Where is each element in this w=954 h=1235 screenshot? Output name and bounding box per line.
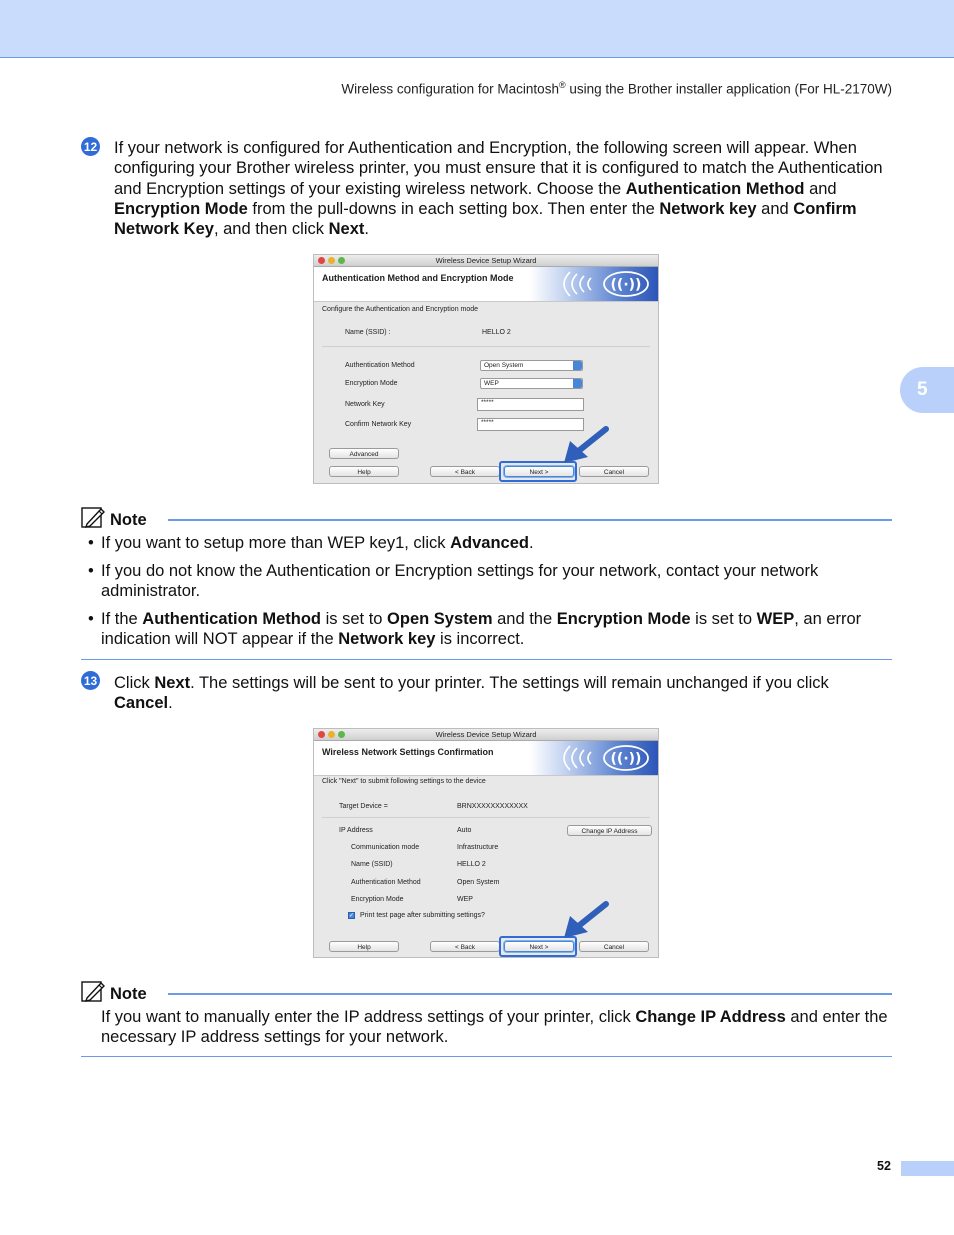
encryption-mode-value: WEP bbox=[457, 896, 473, 903]
note-1-rule bbox=[168, 519, 892, 521]
note-1-header bbox=[81, 506, 892, 530]
instruction-text: Configure the Authentication and Encryption mode bbox=[322, 306, 479, 313]
settings-confirmation-dialog bbox=[313, 728, 659, 958]
wireless-logo-icon bbox=[530, 741, 658, 775]
note-2-bottom-rule bbox=[81, 1056, 892, 1057]
back-button[interactable]: < Back bbox=[430, 466, 500, 477]
advanced-button[interactable]: Advanced bbox=[329, 448, 399, 459]
instruction-text: Click "Next" to submit following settings to the device bbox=[322, 778, 486, 785]
auth-method-label: Authentication Method bbox=[351, 879, 421, 886]
comm-mode-label: Communication mode bbox=[351, 844, 420, 851]
change-ip-address-button[interactable]: Change IP Address bbox=[567, 825, 652, 836]
ip-address-value: Auto bbox=[457, 827, 472, 834]
note-2-rule bbox=[168, 993, 892, 995]
note-1-bullet-1: • If you want to setup more than WEP key1, click Advanced. bbox=[88, 534, 534, 552]
print-test-checkbox[interactable]: ✓ bbox=[349, 913, 355, 919]
help-button[interactable]: Help bbox=[329, 466, 399, 477]
next-button[interactable]: Next > bbox=[504, 466, 574, 477]
target-device-value: BRNXXXXXXXXXXXX bbox=[457, 803, 528, 810]
chapter-tab: 5 bbox=[900, 367, 954, 413]
chevron-down-icon bbox=[573, 361, 582, 370]
running-header: Wireless configuration for Macintosh® using the Brother installer application (For HL-2170W) bbox=[341, 80, 892, 97]
wireless-logo-icon bbox=[530, 267, 658, 301]
note-pencil-icon bbox=[81, 506, 105, 528]
dialog-title: Wireless Device Setup Wizard bbox=[435, 256, 537, 265]
step-13-marker: 13 bbox=[81, 671, 100, 690]
auth-method-select[interactable]: Open System bbox=[480, 360, 583, 371]
confirm-key-input[interactable]: ***** bbox=[477, 418, 584, 431]
dialog-titlebar bbox=[314, 729, 658, 741]
ip-address-label: IP Address bbox=[339, 827, 373, 834]
chevron-down-icon bbox=[573, 379, 582, 388]
back-button[interactable]: < Back bbox=[430, 941, 500, 952]
network-key-input[interactable]: ***** bbox=[477, 398, 584, 411]
confirm-key-label: Confirm Network Key bbox=[345, 421, 412, 428]
divider bbox=[322, 817, 650, 818]
note-2-header bbox=[81, 980, 892, 1004]
dialog-heading: Authentication Method and Encryption Mode bbox=[322, 273, 514, 283]
divider bbox=[322, 346, 650, 347]
step-13-text: Click Next. The settings will be sent to your printer. The settings will remain unchanged if you click Cancel. bbox=[114, 674, 829, 713]
next-button[interactable]: Next > bbox=[504, 941, 574, 952]
svg-text:((·)): ((·)) bbox=[610, 277, 642, 293]
page-number: 52 bbox=[877, 1159, 891, 1173]
dialog-titlebar bbox=[314, 255, 658, 267]
ssid-value: HELLO 2 bbox=[457, 861, 486, 868]
svg-text:((·)): ((·)) bbox=[610, 751, 642, 767]
note-1-bullet-2: • If you do not know the Authentication or Encryption settings for your network, contact your network administrator. bbox=[88, 562, 819, 601]
help-button[interactable]: Help bbox=[329, 941, 399, 952]
network-key-label: Network Key bbox=[345, 401, 385, 408]
auth-method-label: Authentication Method bbox=[345, 362, 415, 369]
dialog-heading: Wireless Network Settings Confirmation bbox=[322, 747, 494, 757]
target-device-label: Target Device = bbox=[339, 803, 388, 810]
note-2-text: If you want to manually enter the IP address settings of your printer, click Change IP Address and enter the necessary IP address settings for your network. bbox=[101, 1008, 888, 1047]
cancel-button[interactable]: Cancel bbox=[579, 941, 649, 952]
auth-method-value: Open System bbox=[457, 879, 500, 886]
dialog-title: Wireless Device Setup Wizard bbox=[435, 730, 537, 739]
cancel-button[interactable]: Cancel bbox=[579, 466, 649, 477]
note-1-bullet-3: • If the Authentication Method is set to Open System and the Encryption Mode is set to WEP, an error indication will NOT appear if the Network key is incorrect. bbox=[88, 610, 862, 649]
encryption-mode-select[interactable]: WEP bbox=[480, 378, 583, 389]
auth-encryption-dialog bbox=[313, 254, 659, 484]
print-test-label: Print test page after submitting settings? bbox=[360, 912, 485, 919]
comm-mode-value: Infrastructure bbox=[457, 844, 499, 851]
note-1-bottom-rule bbox=[81, 659, 892, 660]
page-number-bar bbox=[901, 1161, 954, 1176]
ssid-label: Name (SSID) bbox=[351, 861, 393, 868]
step-12-marker: 12 bbox=[81, 137, 100, 156]
note-2-label: Note bbox=[110, 985, 147, 1003]
note-1-label: Note bbox=[110, 511, 147, 529]
top-band bbox=[0, 0, 954, 58]
encryption-mode-label: Encryption Mode bbox=[345, 380, 398, 387]
pointer-arrow-icon bbox=[562, 898, 612, 940]
note-pencil-icon bbox=[81, 980, 105, 1002]
pointer-arrow-icon bbox=[562, 423, 612, 465]
encryption-mode-label: Encryption Mode bbox=[351, 896, 404, 903]
step-12-text: If your network is configured for Authentication and Encryption, the following screen will appear. When configuring your Brother wireless printer, you must ensure that it is configured to match the Authentication and Encryption settings of your existing wireless network. Choose the Authentication Method and Encryption Mode from the pull-downs in each setting box. Then enter the Network key and Confirm Network Key, and then click Next. bbox=[114, 139, 883, 239]
ssid-label: Name (SSID) : bbox=[345, 329, 391, 336]
dialog-header bbox=[314, 741, 658, 776]
dialog-header bbox=[314, 267, 658, 302]
ssid-value: HELLO 2 bbox=[482, 329, 511, 336]
